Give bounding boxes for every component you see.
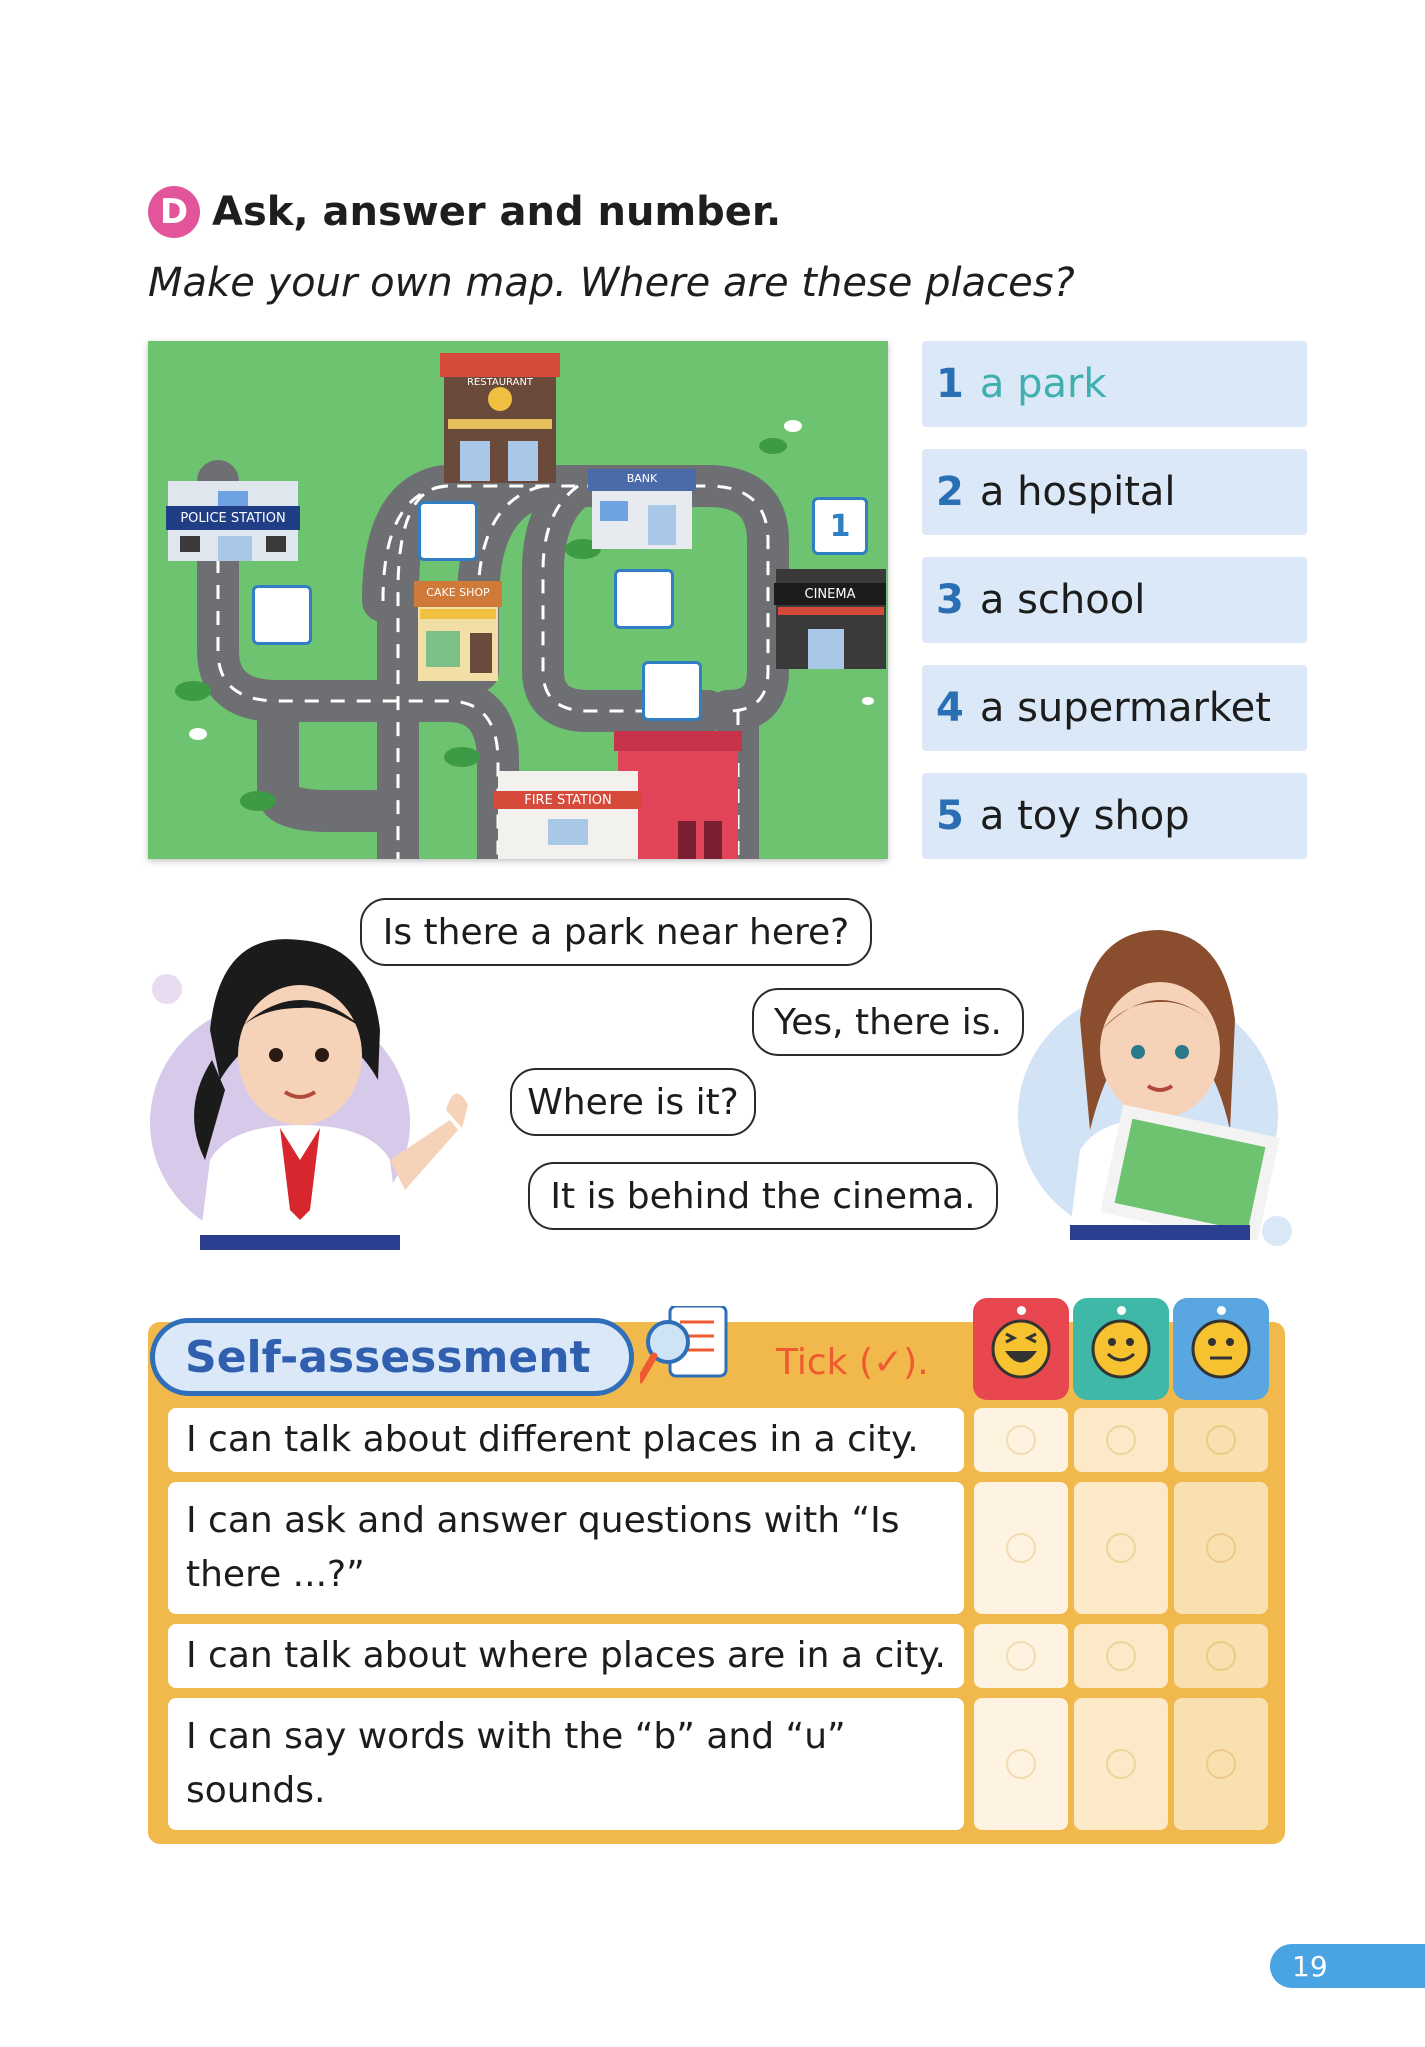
- speech-bubble: It is behind the cinema.: [528, 1162, 998, 1230]
- faint-face-icon: [1106, 1641, 1136, 1671]
- place-number: 1: [936, 361, 964, 407]
- tick-cell[interactable]: [1074, 1482, 1168, 1614]
- activity-title: Ask, answer and number.: [212, 189, 782, 235]
- cake-shop-label: CAKE SHOP: [426, 586, 490, 599]
- faint-face-icon: [1006, 1425, 1036, 1455]
- faint-face-icon: [1006, 1533, 1036, 1563]
- faint-face-icon: [1106, 1749, 1136, 1779]
- speech-bubble: Where is it?: [510, 1068, 756, 1136]
- place-number: 3: [936, 577, 964, 623]
- laughing-face-icon: [990, 1318, 1052, 1380]
- cinema-label: CINEMA: [804, 587, 856, 602]
- tick-cell[interactable]: [974, 1698, 1068, 1830]
- faint-face-icon: [1106, 1533, 1136, 1563]
- tick-cell[interactable]: [1074, 1698, 1168, 1830]
- tick-cell[interactable]: [1074, 1408, 1168, 1472]
- map-answer-box[interactable]: [642, 661, 702, 721]
- faint-face-icon: [1206, 1425, 1236, 1455]
- tick-cell[interactable]: [1174, 1408, 1268, 1472]
- checklist-magnifier-icon: [640, 1306, 736, 1390]
- map-answer-box[interactable]: [614, 569, 674, 629]
- faint-face-icon: [1006, 1641, 1036, 1671]
- map-answer-box[interactable]: [418, 501, 478, 561]
- activity-letter-badge: D: [148, 186, 200, 238]
- tick-cell[interactable]: [1174, 1624, 1268, 1688]
- fire-station-label: FIRE STATION: [524, 793, 612, 808]
- assessment-statement: I can talk about different places in a city.: [168, 1408, 964, 1472]
- place-item: [922, 449, 1307, 535]
- place-item: [922, 341, 1307, 427]
- place-number: 2: [936, 469, 964, 515]
- place-text: a park: [979, 361, 1107, 407]
- faint-face-icon: [1206, 1641, 1236, 1671]
- police-station-label: POLICE STATION: [180, 511, 286, 526]
- place-text: a school: [979, 577, 1146, 623]
- map-answer-box[interactable]: [252, 585, 312, 645]
- speech-bubble: Is there a park near here?: [360, 898, 872, 966]
- faint-face-icon: [1206, 1749, 1236, 1779]
- faint-face-icon: [1006, 1749, 1036, 1779]
- faint-face-icon: [1206, 1533, 1236, 1563]
- tick-cell[interactable]: [1174, 1698, 1268, 1830]
- place-text: a supermarket: [979, 685, 1271, 731]
- face-tab-smiling: [1073, 1298, 1169, 1400]
- smiling-face-icon: [1090, 1318, 1152, 1380]
- assessment-statement: I can say words with the “b” and “u” sounds.: [168, 1698, 964, 1830]
- tick-cell[interactable]: [974, 1408, 1068, 1472]
- place-number: 5: [936, 793, 964, 839]
- girl-right-illustration: [1010, 900, 1310, 1240]
- neutral-face-icon: [1190, 1318, 1252, 1380]
- face-tab-neutral: [1173, 1298, 1269, 1400]
- tick-cell[interactable]: [974, 1482, 1068, 1614]
- page-number: 19: [1270, 1944, 1425, 1988]
- restaurant-label: RESTAURANT: [466, 377, 534, 388]
- place-item: [922, 665, 1307, 751]
- activity-instruction: Make your own map. Where are these places?: [148, 260, 1075, 306]
- place-item: [922, 773, 1307, 859]
- bank-label: BANK: [626, 472, 658, 485]
- assessment-statement: I can ask and answer questions with “Is there ...?”: [168, 1482, 964, 1614]
- face-tab-laughing: [973, 1298, 1069, 1400]
- faint-face-icon: [1106, 1425, 1136, 1455]
- self-assessment-title: Self-assessment: [150, 1318, 634, 1396]
- tick-cell[interactable]: [1074, 1624, 1168, 1688]
- place-text: a toy shop: [979, 793, 1190, 839]
- place-text: a hospital: [979, 469, 1176, 515]
- map-number-box[interactable]: 1: [812, 497, 868, 555]
- tick-cell[interactable]: [974, 1624, 1068, 1688]
- tick-instruction: Tick (✓).: [776, 1342, 929, 1383]
- city-map: [148, 341, 888, 859]
- assessment-statement: I can talk about where places are in a city.: [168, 1624, 964, 1688]
- activity-heading: [148, 182, 781, 242]
- tick-cell[interactable]: [1174, 1482, 1268, 1614]
- speech-bubble: Yes, there is.: [752, 988, 1024, 1056]
- place-item: [922, 557, 1307, 643]
- place-number: 4: [936, 685, 964, 731]
